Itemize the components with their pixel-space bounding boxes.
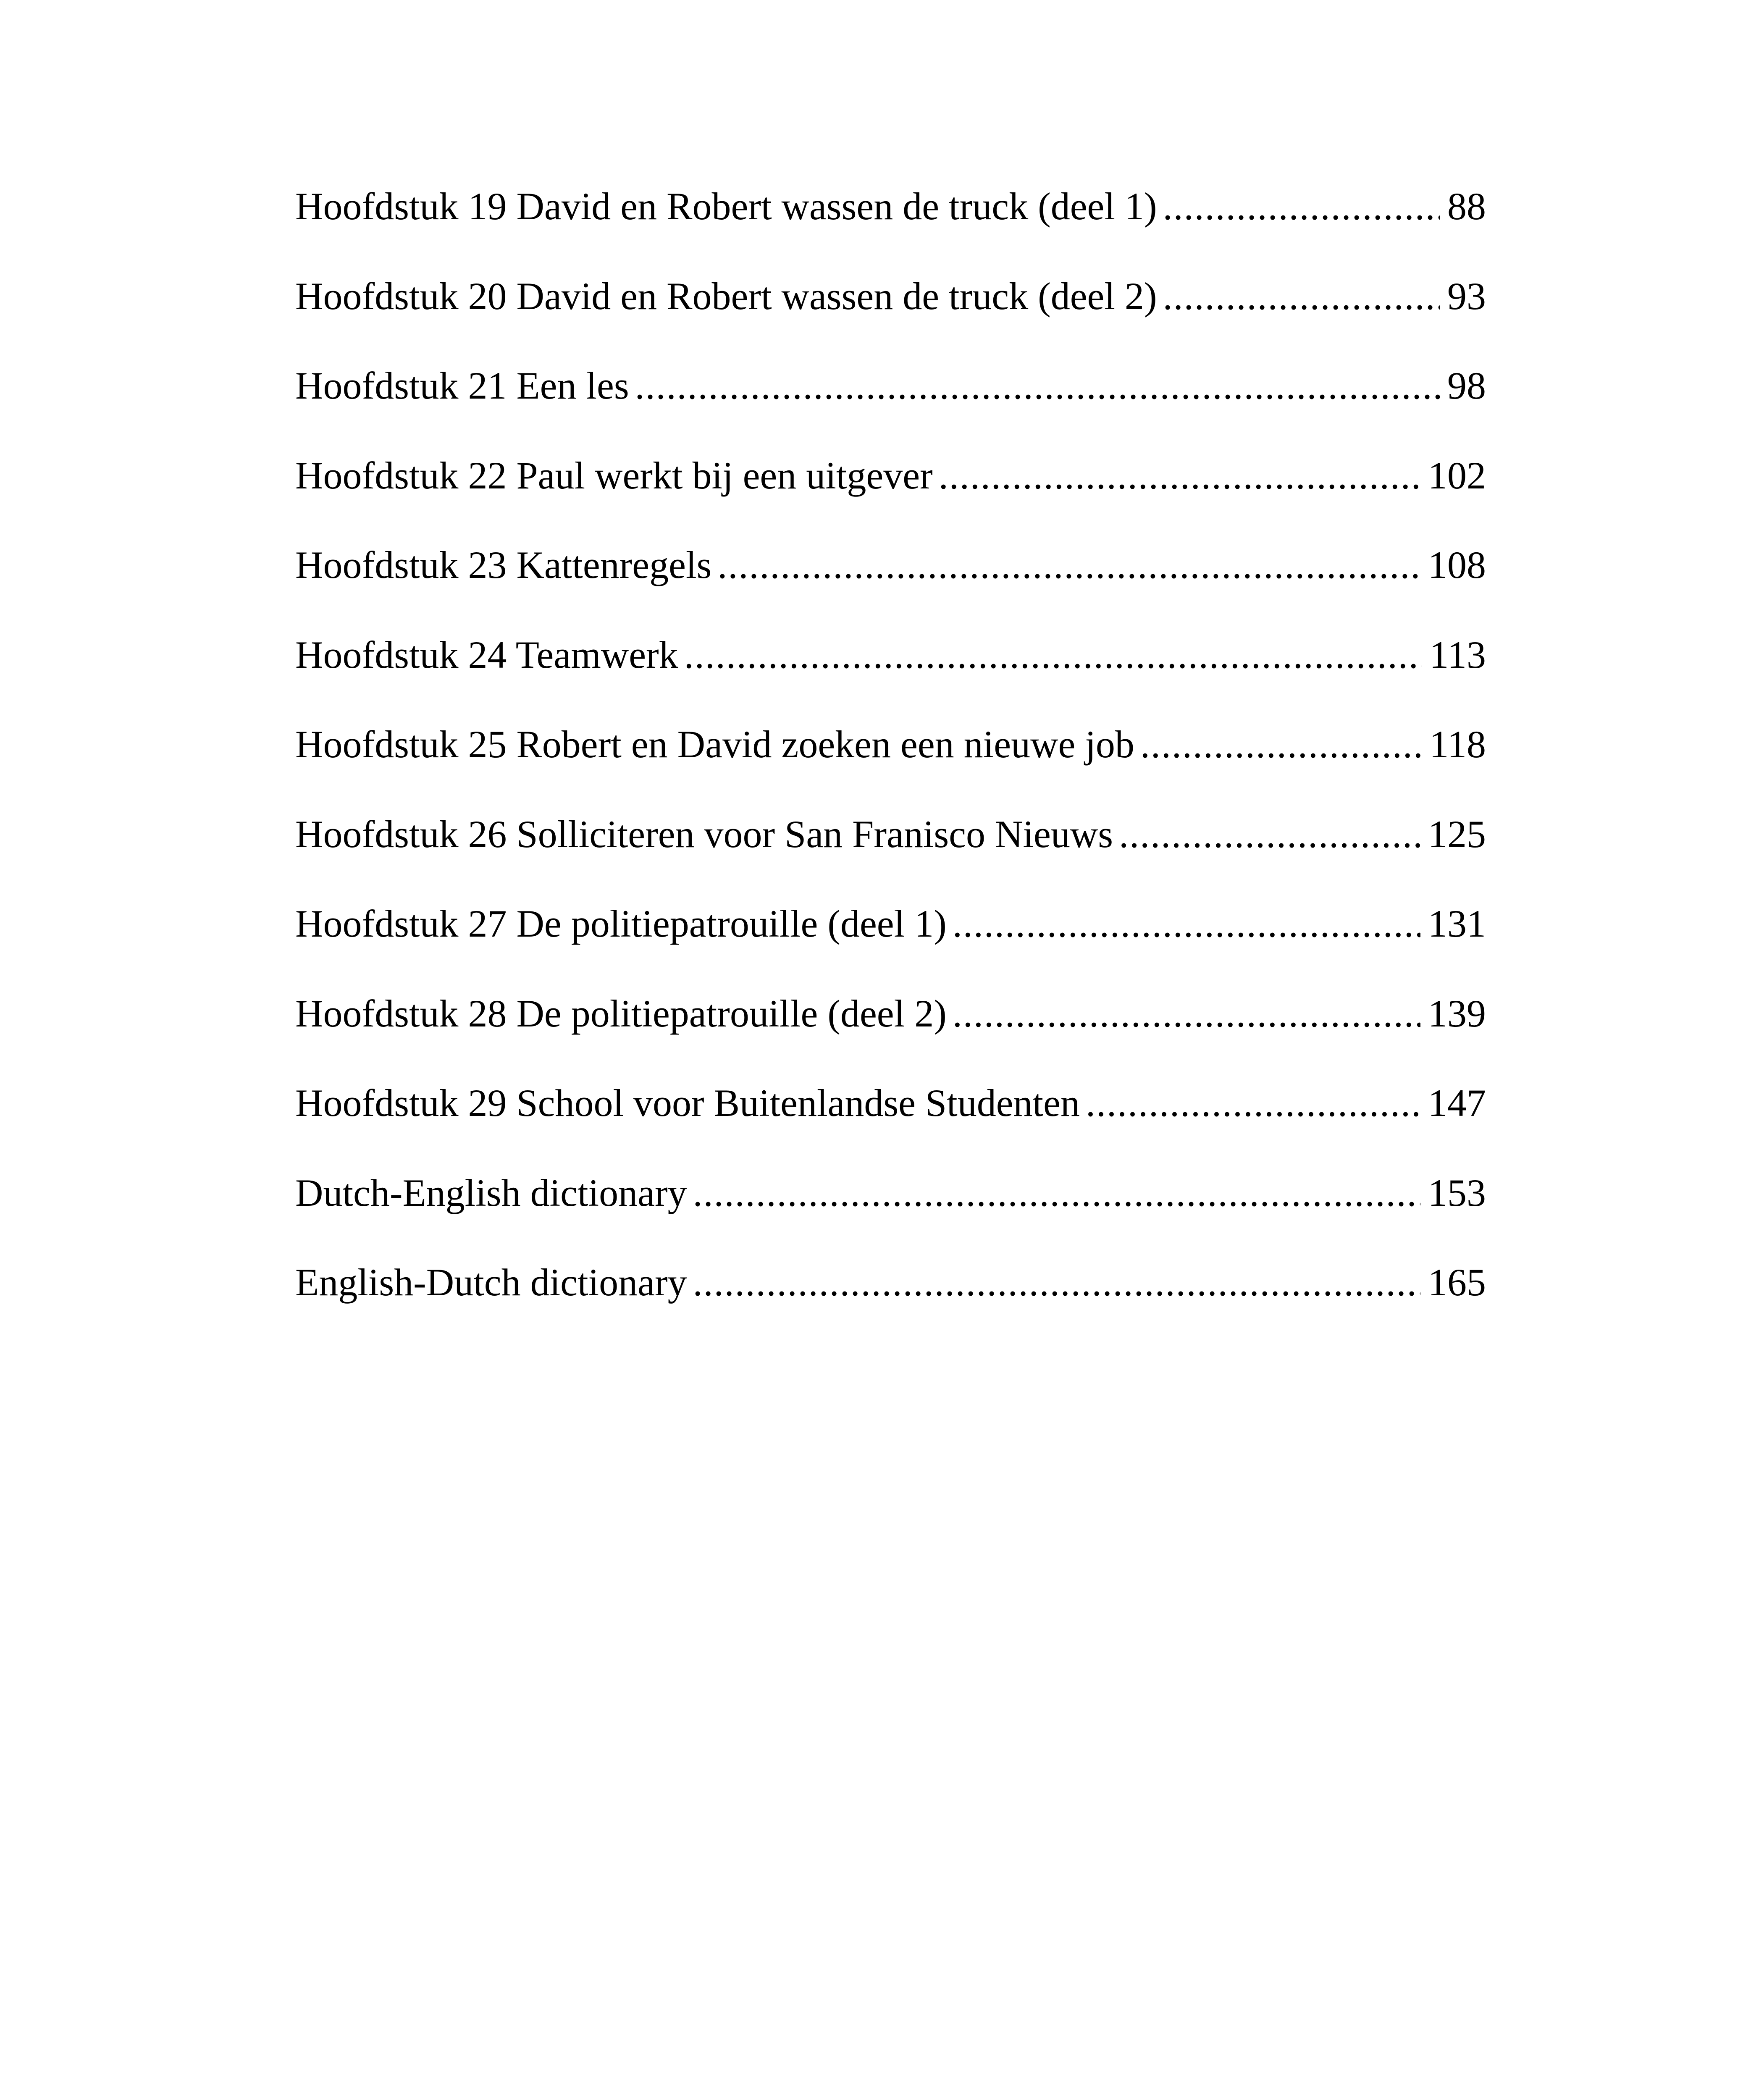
toc-entry: [295, 187, 1486, 277]
toc-dot-leader: [684, 635, 1422, 674]
toc-dot-leader: [953, 904, 1420, 943]
toc-entry-page: 118: [1429, 723, 1486, 766]
toc-dot-leader: [717, 546, 1420, 584]
toc-entry-page: 153: [1428, 1171, 1486, 1214]
toc-entry-page: 102: [1428, 454, 1486, 497]
toc-entry: [295, 274, 1486, 367]
toc-entry-title: Hoofdstuk 27 De politiepatrouille (deel 1): [295, 902, 947, 945]
toc-entry-page: 93: [1447, 274, 1486, 318]
toc-entry-page: 131: [1428, 902, 1486, 945]
toc-entry: [295, 1173, 1486, 1263]
toc-entry-title: Hoofdstuk 24 Teamwerk: [295, 633, 678, 676]
toc-entry-title: Dutch-English dictionary: [295, 1171, 687, 1214]
toc-entry: [295, 1084, 1486, 1173]
toc-entry: [295, 904, 1486, 994]
toc-entry-page: 88: [1447, 185, 1486, 228]
toc-entry: [295, 543, 1486, 635]
toc-dot-leader: [693, 1173, 1420, 1212]
toc-dot-leader: [1163, 277, 1440, 315]
toc-dot-leader: [1086, 1084, 1420, 1122]
toc-entry-page: 113: [1429, 633, 1486, 676]
toc-entry: [295, 635, 1486, 725]
toc-dot-leader: [693, 1263, 1420, 1302]
toc-entry: [295, 812, 1486, 905]
toc-entry-page: 125: [1428, 812, 1486, 856]
toc-entry: [295, 366, 1486, 456]
toc-entry-title: Hoofdstuk 22 Paul werkt bij een uitgever: [295, 454, 933, 497]
toc-dot-leader: [953, 994, 1420, 1033]
toc-entry-title: English-Dutch dictionary: [295, 1261, 687, 1304]
toc-entry: [295, 994, 1486, 1084]
toc-entry-page: 98: [1447, 364, 1486, 407]
toc-entry-title: Hoofdstuk 26 Solliciteren voor San Franisco Nieuws: [295, 812, 1113, 856]
toc-entry-title: Hoofdstuk 19 David en Robert wassen de truck (deel 1): [295, 185, 1157, 228]
toc-entry-title: Hoofdstuk 23 Kattenregels: [295, 543, 712, 586]
toc-dot-leader: [635, 366, 1440, 405]
toc-dot-leader: [1140, 725, 1422, 764]
toc-entry-page: 108: [1428, 543, 1486, 586]
toc-entry: [295, 725, 1486, 815]
toc-entry-page: 165: [1428, 1261, 1486, 1304]
toc-entry-title: Hoofdstuk 20 David en Robert wassen de truck (deel 2): [295, 274, 1157, 318]
toc-dot-leader: [939, 456, 1420, 495]
toc-dot-leader: [1163, 187, 1440, 226]
toc-entry-title: Hoofdstuk 29 School voor Buitenlandse Studenten: [295, 1082, 1080, 1124]
table-of-contents: [295, 187, 1486, 1353]
toc-entry: [295, 456, 1486, 546]
toc-entry-title: Hoofdstuk 28 De politiepatrouille (deel 2): [295, 992, 947, 1035]
toc-dot-leader: [1119, 815, 1420, 853]
toc-entry-page: 147: [1428, 1082, 1486, 1124]
toc-entry-title: Hoofdstuk 25 Robert en David zoeken een nieuwe job: [295, 723, 1134, 766]
toc-entry: [295, 1263, 1486, 1353]
toc-entry-title: Hoofdstuk 21 Een les: [295, 364, 629, 407]
toc-entry-page: 139: [1428, 992, 1486, 1035]
